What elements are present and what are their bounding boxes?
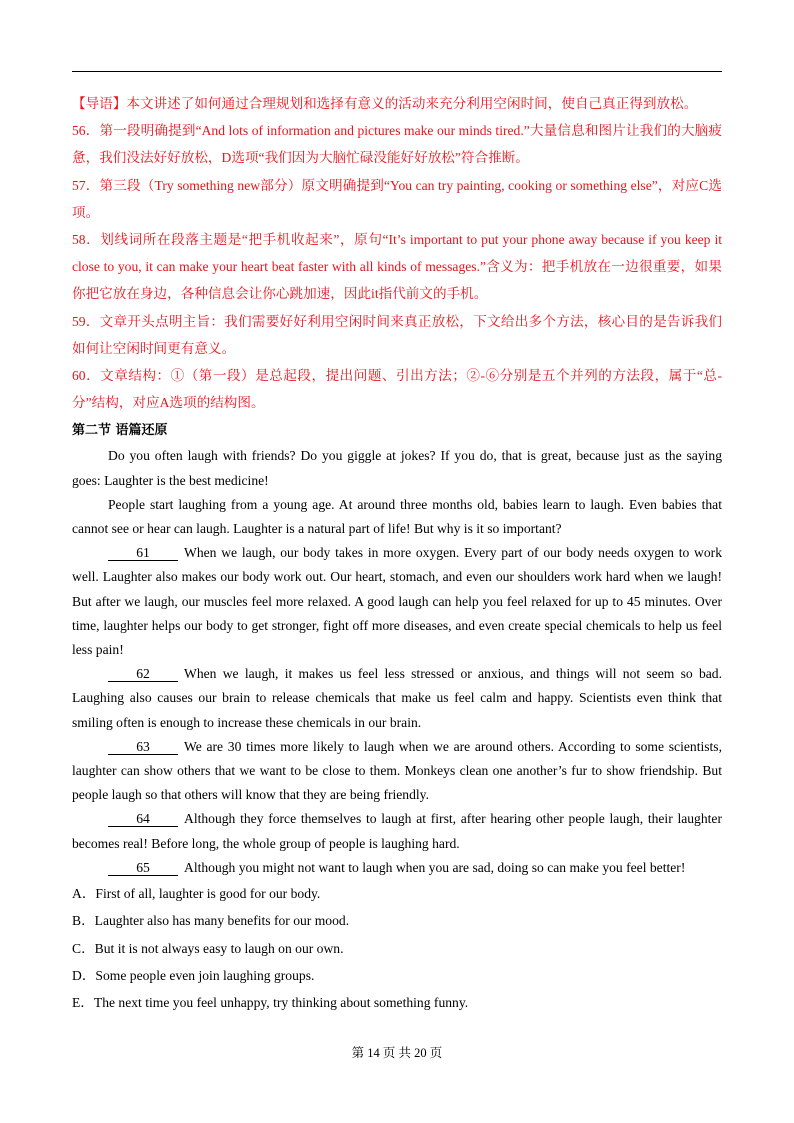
- intro-note: 【导语】本文讲述了如何通过合理规划和选择有意义的活动来充分利用空闲时间，使自己真正得到放松。: [72, 96, 698, 111]
- answer-56: 56．第一段明确提到“And lots of information and pictures make our minds tired.”大量信息和图片让我们的大脑疲惫，我们没法好好放松，D选项“我们因为大脑忙碌没能好好放松”符合推断。: [72, 123, 722, 166]
- passage-paragraph-5: [72, 735, 722, 808]
- header-rule: [72, 71, 722, 72]
- section-title: 第二节 语篇还原: [72, 423, 168, 439]
- answer-57: 57．第三段（Try something new部分）原文明确提到“You can try painting, cooking or something else”，对应C选项。: [72, 177, 722, 220]
- document-page: [72, 90, 722, 1016]
- passage-paragraph-7: [72, 856, 722, 880]
- passage-paragraph-3: [72, 541, 722, 662]
- page-footer: 第 14 页 共 20 页: [351, 1046, 443, 1060]
- passage-paragraph-6: [72, 807, 722, 855]
- blank-61[interactable]: 61: [108, 545, 178, 561]
- blank-65[interactable]: 65: [108, 860, 178, 876]
- option-b: B．Laughter also has many benefits for our mood.: [72, 913, 350, 929]
- answer-58: 58．划线词所在段落主题是“把手机收起来”，原句“It’s important to put your phone away because if you keep it close to you, it can make your heart beat faster with all kinds of messages.”含义为：把手机放在一边很重要，如果你把它放在身边，各种信息会让你心跳加速，因此it指代前文的手机。: [72, 232, 722, 302]
- blank-63[interactable]: 63: [108, 739, 178, 755]
- paragraph-5-text: We are 30 times more likely to laugh when we are around others. According to some scientists, laughter can show others that we want to be close to them. Monkeys clean one another’s fur to show friendship. But people laugh so that others will know that they are being friendly.: [72, 738, 722, 803]
- blank-62[interactable]: 62: [108, 666, 178, 682]
- answer-60: 60．文章结构：①（第一段）是总起段，提出问题、引出方法；②-⑥分别是五个并列的方法段，属于“总-分”结构，对应A选项的结构图。: [72, 368, 722, 411]
- answer-59: 59．文章开头点明主旨：我们需要好好利用空闲时间来真正放松，下文给出多个方法，核心目的是告诉我们如何让空闲时间更有意义。: [72, 313, 722, 356]
- option-a: A．First of all, laughter is good for our body.: [72, 886, 321, 902]
- option-c: C．But it is not always easy to laugh on our own.: [72, 940, 344, 956]
- paragraph-4-text: When we laugh, it makes us feel less stressed or anxious, and things will not seem so bad. Laughing also causes our brain to release chemicals that make us feel calm and happy. Scientists even think that smiling often is enough to increase these chemicals in our brain.: [72, 666, 722, 730]
- paragraph-6-text: Although they force themselves to laugh at first, after hearing other people laugh, their laughter becomes real! Before long, the whole group of people is laughing hard.: [72, 811, 722, 851]
- option-e: E．The next time you feel unhappy, try thinking about something funny.: [72, 994, 469, 1010]
- paragraph-3-text: When we laugh, our body takes in more oxygen. Every part of our body needs oxygen to work well. Laughter also makes our body work out. Our heart, stomach, and even our shoulders work hard when we laugh! But after we laugh, our muscles feel more relaxed. A good laugh can help you feel relaxed for up to 45 minutes. Over time, laughter helps our body to get stronger, fight off more diseases, and even create special chemicals to help us feel less pain!: [72, 545, 722, 658]
- passage-paragraph-1: Do you often laugh with friends? Do you giggle at jokes? If you do, that is great, because just as the saying goes: Laughter is the best medicine!: [72, 448, 722, 488]
- blank-64[interactable]: 64: [108, 811, 178, 827]
- passage-paragraph-4: [72, 662, 722, 735]
- option-d: D．Some people even join laughing groups.: [72, 967, 315, 983]
- passage-paragraph-2: People start laughing from a young age. At around three months old, babies learn to laugh. Even babies that cannot see or hear can laugh. Laughter is a natural part of life! But why is it so important?: [72, 496, 722, 537]
- paragraph-7-text: Although you might not want to laugh when you are sad, doing so can make you feel better!: [184, 859, 686, 875]
